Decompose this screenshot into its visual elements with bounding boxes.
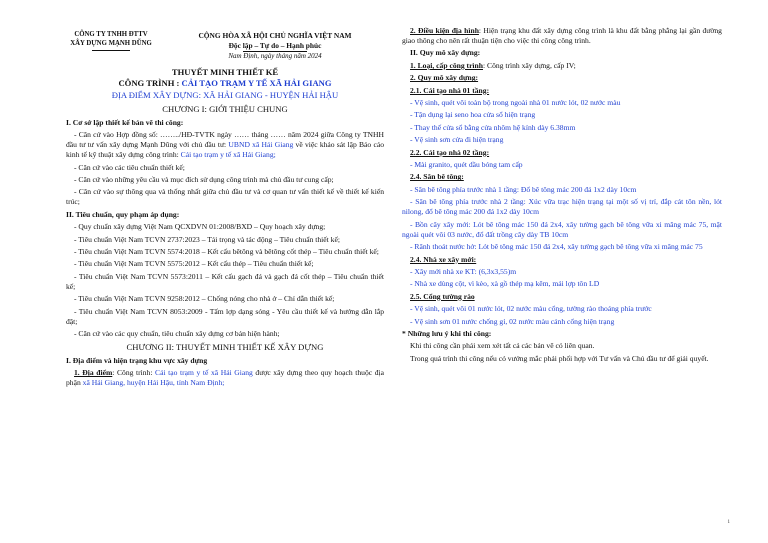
location-label: 1. Địa điểm [74,368,113,378]
yard-item: - Sân bê tông phía trước nhà 1 tầng: Đổ bê tông mác 200 đá 1x2 dày 10cm [410,184,637,194]
standard-item: - Quy chuẩn xây dựng Việt Nam QCXDVN 01:2008/BXD – Quy hoạch xây dựng; [74,222,326,232]
right-column [402,26,722,364]
project-name: CẢI TẠO TRẠM Y TẾ XÃ HẢI GIANG [181,78,332,89]
standard-item: - Tiêu chuẩn Việt Nam TCVN 5575:2012 – Kết cấu thép – Tiêu chuẩn thiết kế; [74,259,314,269]
scale-heading: II. Quy mô xây dựng: [410,48,481,58]
standard-item: - Tiêu chuẩn Việt Nam TCVN 5574:2018 – Kết cấu bêtông và bêtông cốt thép – Tiêu chuẩn thiết kế; [74,247,379,257]
renovate-1f-heading: 2.1. Cải tạo nhà 01 tầng: [410,85,490,95]
renovate-1f-item: - Vệ sinh, quét vôi toàn bộ trong ngoài nhà 01 nước lót, 02 nước màu [410,98,621,108]
type-text: : Công trình xây dựng, cấp IV; [483,60,576,70]
chapter1-heading: CHƯƠNG I: GIỚI THIỆU CHUNG [162,104,288,115]
location-text-c: được xây dựng theo quy hoạch thuộc địa phận [66,368,384,388]
location-paragraph [66,368,384,388]
yard-item: - Sân bê tông phía trước nhà 2 tầng: Xúc vữa trạc hiện trạng tại một số vị trí, đắp cát tôn nền, lót nilong, đổ bê tông mác 200 đá 1x2 dày 10cm [402,197,722,217]
renovate-2f-heading: 2.2. Cải tạo nhà 02 tầng: [410,147,490,157]
gate-heading: 2.5. Cổng tường rào [410,291,475,301]
document-header [66,26,384,66]
yard-item: - Rãnh thoát nước hở: Lót bê tông mác 150 đá 2x4, xây tường gạch bê tông vữa xi măng mác 75 [410,242,703,252]
standard-item: - Căn cứ vào các quy chuẩn, tiêu chuẩn xây dựng cơ bản hiện hành; [74,329,280,339]
location-project: Cải tạo trạm y tế xã Hải Giang [155,368,253,378]
basis-contract [66,130,384,160]
project-title [66,78,384,89]
basis-text-c: về việc khảo sát lập Báo cáo kinh tế kỹ thuật xây dựng công trình: [66,140,384,160]
terrain-paragraph [402,26,722,46]
basis-item: - Căn cứ vào những yêu cầu và mục đích sử dụng công trình mà chủ đầu tư cung cấp; [74,175,334,185]
garage-heading: 2.4. Nhà xe xây mới: [410,254,477,264]
renovate-2f-item: - Mài granito, quét dầu bóng tam cấp [410,160,523,170]
location-text-a: : Công trình: [112,368,156,378]
note-item: Khi thi công cần phải xem xét tất cả các bản vẽ có liên quan. [410,341,595,351]
basis-item: - Căn cứ vào sự thông qua và thống nhất giữa chủ đầu tư và cơ quan tư vấn thiết kế về thiết kế kiến trúc; [66,187,384,207]
doc-title: THUYẾT MINH THIẾT KẾ [171,67,279,77]
renovate-1f-item: - Thay thế cửa sổ bằng cửa nhôm hệ kính dày 6.38mm [410,122,576,132]
yard-heading: 2.4. Sân bê tông: [410,172,464,182]
garage-item: - Xây mới nhà xe KT: (6,3x3,55)m [410,266,517,276]
standard-item: - Tiêu chuẩn Việt Nam TCVN 8053:2009 - Tấm lợp dạng sóng - Yêu cầu thiết kế và hướng dẫn lắp đặt; [66,306,384,326]
renovate-1f-item: - Vệ sinh sơn cửa đi hiện trạng [410,135,504,145]
company-block [66,31,156,50]
company-underline [92,50,130,51]
location-section-heading: I. Địa điểm và hiện trạng khu vực xây dựng [66,355,208,365]
project-prefix: CÔNG TRÌNH : [118,78,182,89]
left-column [66,26,384,388]
investor-name: UBND xã Hải Giang [228,140,294,150]
nation-line2: Độc lập – Tự do – Hạnh phúc [228,40,322,50]
renovate-1f-item: - Tận dụng lại seno hoa cửa sổ hiện trạng [410,110,536,120]
basis-item: - Căn cứ vào các tiêu chuẩn thiết kế; [74,162,185,172]
date-line: Nam Định, ngày tháng năm 2024 [228,52,322,61]
note-item: Trong quá trình thi công nếu có vướng mắc phải phối hợp với Tư vấn và Chủ đầu tư để giải quyết. [410,353,709,363]
section2-heading: II. Tiêu chuẩn, quy phạm áp dụng: [66,209,180,219]
gate-item: - Vệ sinh, quét vôi 01 nước lót, 02 nước màu cổng, tường rào thoáng phía trước [410,304,652,314]
yard-item: - Bồn cây xây mới: Lót bê tông mác 150 đá 2x4, xây tường gạch bê tông vữa xi măng mác 75, mặt ngoài quét vôi 03 nước, đổ đất trồng cây dày TB 10cm [402,219,722,239]
nation-line1: CỘNG HÒA XÃ HỘI CHỦ NGHĨA VIỆT NAM [198,31,352,40]
company-line2: XÂY DỰNG MẠNH DŨNG [70,39,152,47]
page-number: 1 [727,520,730,525]
basis-text-a: - Căn cứ vào Hợp đồng số: ……../HĐ-TVTK ngày …… tháng …… năm 2024 giữa Công ty TNHH đầu tư tư vấn xây dựng Mạnh Dũng với chủ đầu tư: [66,130,384,150]
standard-item: - Tiêu chuẩn Việt Nam TCVN 5573:2011 – Kết cấu gạch đá và gạch đá cốt thép – Tiêu chuẩn thiết kế; [66,271,384,291]
scale-subheading: 2. Quy mô xây dựng: [410,73,479,83]
notes-heading: * Những lưu ý khi thi công: [402,328,492,338]
terrain-text: : Hiện trạng khu đất xây dựng công trình là khu đất bằng phẳng lại gần đường giao thông cho nên rất thuận tiện cho việc thi công công trình. [402,26,722,46]
nation-block [166,31,384,61]
garage-item: - Nhà xe dùng cột, vì kèo, xà gồ thép mạ kẽm, mái lợp tôn LD [410,279,600,289]
standard-item: - Tiêu chuẩn Việt Nam TCVN 9258:2012 – Chống nóng cho nhà ở – Chỉ dẫn thiết kế; [74,294,335,304]
standard-item: - Tiêu chuẩn Việt Nam TCVN 2737:2023 – Tải trọng và tác động – Tiêu chuẩn thiết kế; [74,234,340,244]
section1-heading: I. Cơ sở lập thiết kế bản vẽ thi công: [66,117,184,127]
project-location: ĐỊA ĐIỂM XÂY DỰNG: XÃ HẢI GIANG - HUYỆN HẢI HẬU [111,89,339,100]
gate-item: - Vệ sinh sơn 01 nước chống gỉ, 02 nước màu cánh cổng hiện trạng [410,316,615,326]
chapter2-heading: CHƯƠNG II: THUYẾT MINH THIẾT KẾ XÂY DỰNG [126,342,324,353]
company-line1: CÔNG TY TNHH ĐTTV [74,31,148,38]
type-paragraph [402,61,722,71]
terrain-label: 2. Điều kiện địa hình [410,26,479,35]
location-place: xã Hải Giang, huyện Hải Hậu, tỉnh Nam Định; [82,378,225,388]
type-label: 1. Loại, cấp công trình [410,60,483,70]
project-ref: Cải tạo trạm y tế xã Hải Giang; [180,150,276,160]
